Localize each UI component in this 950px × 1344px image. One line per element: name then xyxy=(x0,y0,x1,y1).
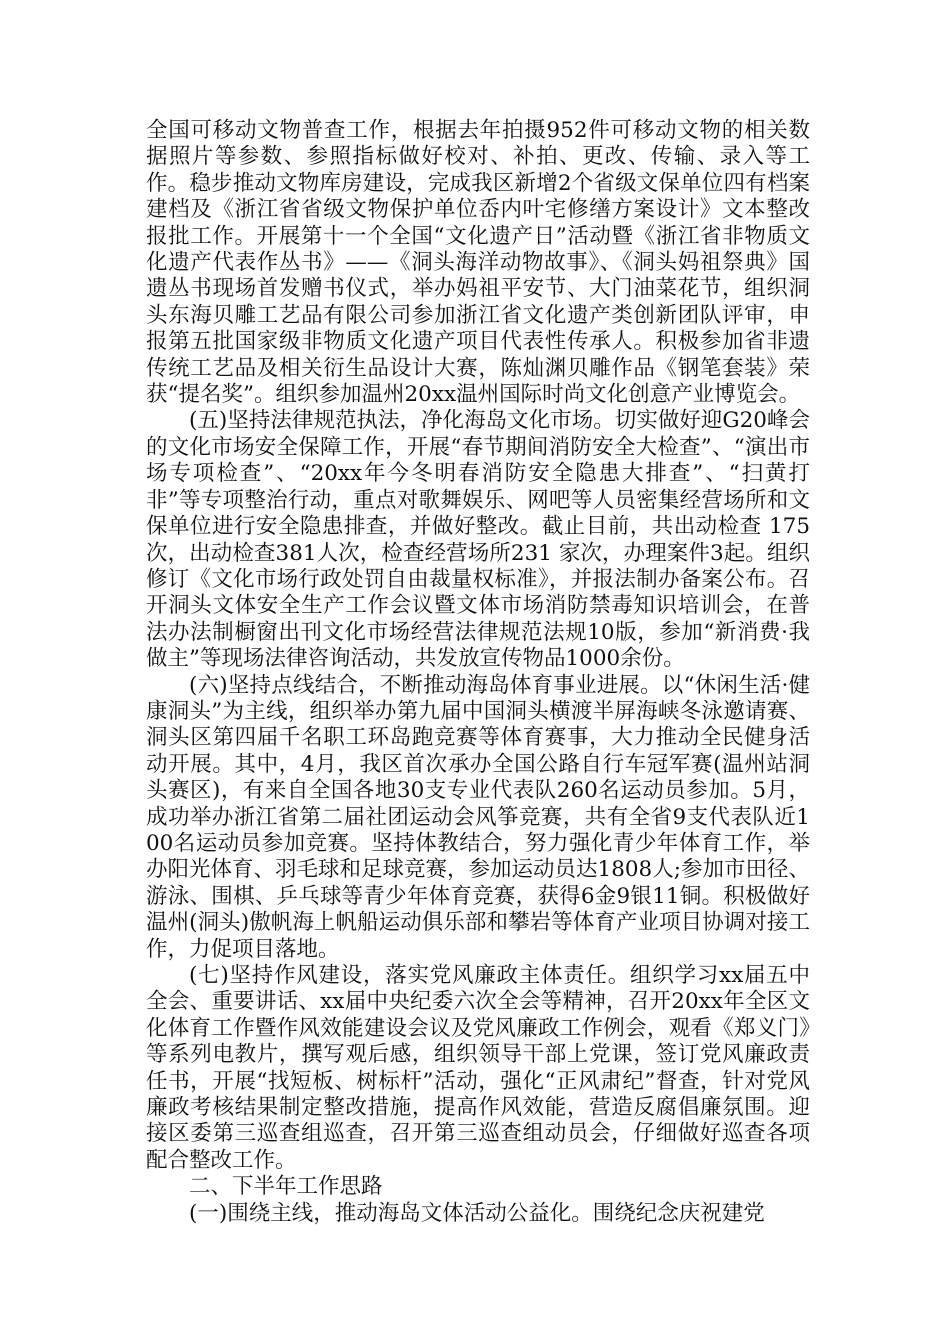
paragraph-sports: (六)坚持点线结合，不断推动海岛体育事业进展。以“休闲生活·健康洞头”为主线，组织举办第九届中国洞头横渡半屏海峡冬泳邀请赛、洞头区第四届千名职工环岛跑竞赛等体育赛事，大力推动全民健身活动开展。其中，4月，我区首次承办全国公路自行车冠军赛(温州站洞头赛区)，有来自全国各地30支专业代表队260名运动员参加。5月，成功举办浙江省第二届社团运动会风筝竞赛，共有全省9支代表队近100名运动员参加竞赛。坚持体教结合，努力强化青少年体育工作，举办阳光体育、羽毛球和足球竞赛，参加运动员达1808人;参加市田径、游泳、围棋、乒乓球等青少年体育竞赛，获得6金9银11铜。积极做好温州(洞头)傲帆海上帆船运动俱乐部和攀岩等体育产业项目协调对接工作，力促项目落地。 xyxy=(146,672,810,962)
document-body xyxy=(146,118,810,1227)
paragraph-party-conduct: (七)坚持作风建设，落实党风廉政主体责任。组织学习xx届五中全会、重要讲话、xx届中央纪委六次全会等精神，召开20xx年全区文化体育工作暨作风效能建设会议及党风廉政工作例会，观看《郑义门》等系列电教片，撰写观后感，组织领导干部上党课，签订党风廉政责任书，开展“找短板、树标杆”活动，强化“正风肃纪”督查，针对党风廉政考核结果制定整改措施，提高作风效能，营造反腐倡廉氛围。迎接区委第三巡查组巡查，召开第三巡查组动员会，仔细做好巡查各项配合整改工作。 xyxy=(146,963,810,1173)
paragraph-cultural-relics: 全国可移动文物普查工作，根据去年拍摄952件可移动文物的相关数据照片等参数、参照指标做好校对、补拍、更改、传输、录入等工作。稳步推动文物库房建设，完成我区新增2个省级文保单位四有档案建档及《浙江省省级文物保护单位岙内叶宅修缮方案设计》文本整改报批工作。开展第十一个全国“文化遗产日”活动暨《浙江省非物质文化遗产代表作丛书》——《洞头海洋动物故事》、《洞头妈祖祭典》国遗丛书现场首发赠书仪式，举办妈祖平安节、大门油菜花节，组织洞头东海贝雕工艺品有限公司参加浙江省文化遗产类创新团队评审，申报第五批国家级非物质文化遗产项目代表性传承人。积极参加省非遗传统工艺品及相关衍生品设计大赛，陈灿渊贝雕作品《钢笔套装》荣获“提名奖”。组织参加温州20xx温州国际时尚文化创意产业博览会。 xyxy=(146,118,810,408)
paragraph-public-welfare: (一)围绕主线，推动海岛文体活动公益化。围绕纪念庆祝建党 xyxy=(189,1200,765,1226)
section-heading-second-half-plan: 二、下半年工作思路 xyxy=(189,1174,383,1200)
paragraph-law-enforcement: (五)坚持法律规范执法，净化海岛文化市场。切实做好迎G20峰会的文化市场安全保障工作，开展“春节期间消防安全大检查”、“演出市场专项检查”、“20xx年今冬明春消防安全隐患大排查”、“扫黄打非”等专项整治行动，重点对歌舞娱乐、网吧等人员密集经营场所和文保单位进行安全隐患排查，并做好整改。截止目前，共出动检查 175 次，出动检查381人次，检查经营场所231 家次，办理案件3起。组织修订《文化市场行政处罚自由裁量权标准》，并报法制办备案公布。召开洞头文体安全生产工作会议暨文体市场消防禁毒知识培训会，在普法办法制橱窗出刊文化市场经营法律规范法规10版，参加“新消费·我做主”等现场法律咨询活动，共发放宣传物品1000余份。 xyxy=(146,408,810,672)
